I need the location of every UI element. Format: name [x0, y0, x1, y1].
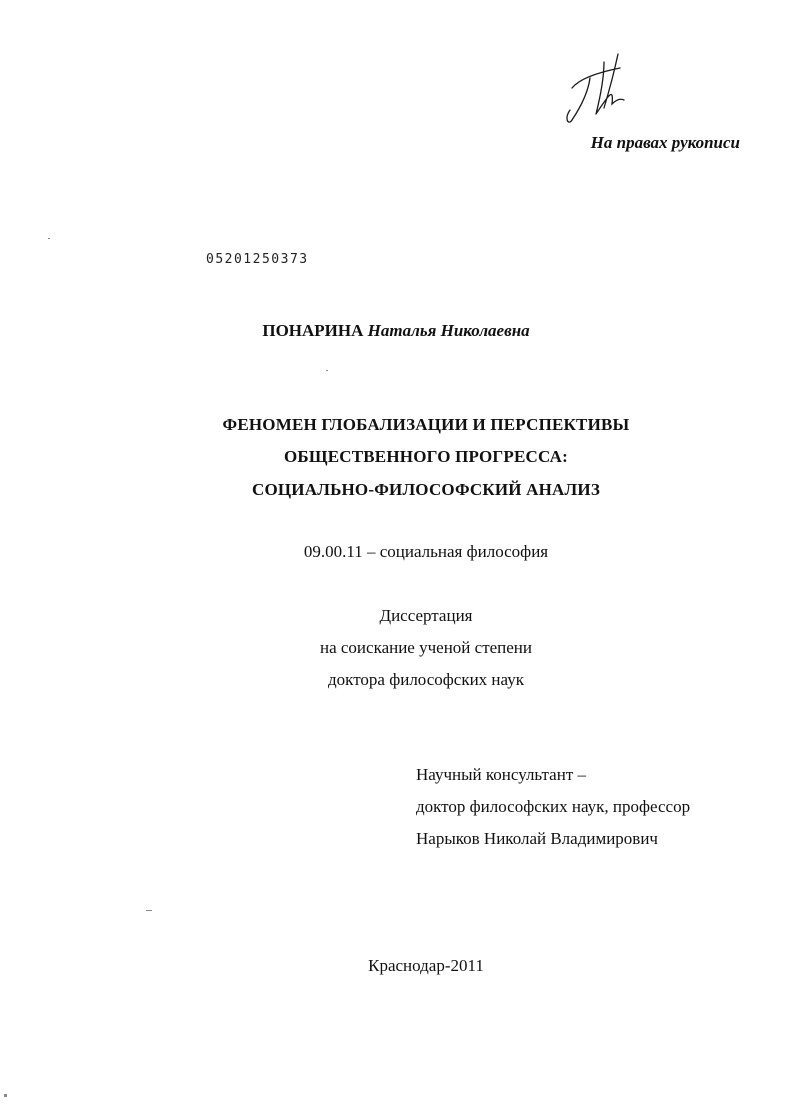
place-year: Краснодар-2011 [368, 956, 484, 975]
signature-icon [560, 48, 670, 128]
author-given-names: Наталья Николаевна [367, 321, 530, 340]
scan-speck [326, 370, 328, 371]
author-name [0, 321, 792, 341]
scan-speck [4, 1094, 7, 1097]
scan-speck [146, 910, 152, 911]
rights-note: На правах рукописи [590, 133, 740, 152]
specialty: 09.00.11 – социальная философия [303, 542, 549, 561]
supervisor-role: Научный консультант – [416, 765, 586, 784]
title-line-2: ОБЩЕСТВЕННОГО ПРОГРЕССА: [283, 447, 568, 466]
degree-line-2: на соискание ученой степени [319, 638, 533, 657]
supervisor-name: Нарыков Николай Владимирович [416, 829, 658, 848]
supervisor-degree: доктор философских наук, профессор [416, 797, 691, 816]
title-line-1: ФЕНОМЕН ГЛОБАЛИЗАЦИИ И ПЕРСПЕКТИВЫ [222, 415, 630, 434]
registry-code: 05201250373 [206, 252, 309, 267]
degree-line-1: Диссертация [379, 606, 473, 625]
author-surname: ПОНАРИНА [262, 321, 364, 340]
scan-speck [48, 238, 50, 239]
degree-line-3: доктора философских наук [328, 670, 524, 689]
title-line-3: СОЦИАЛЬНО-ФИЛОСОФСКИЙ АНАЛИЗ [251, 480, 600, 499]
